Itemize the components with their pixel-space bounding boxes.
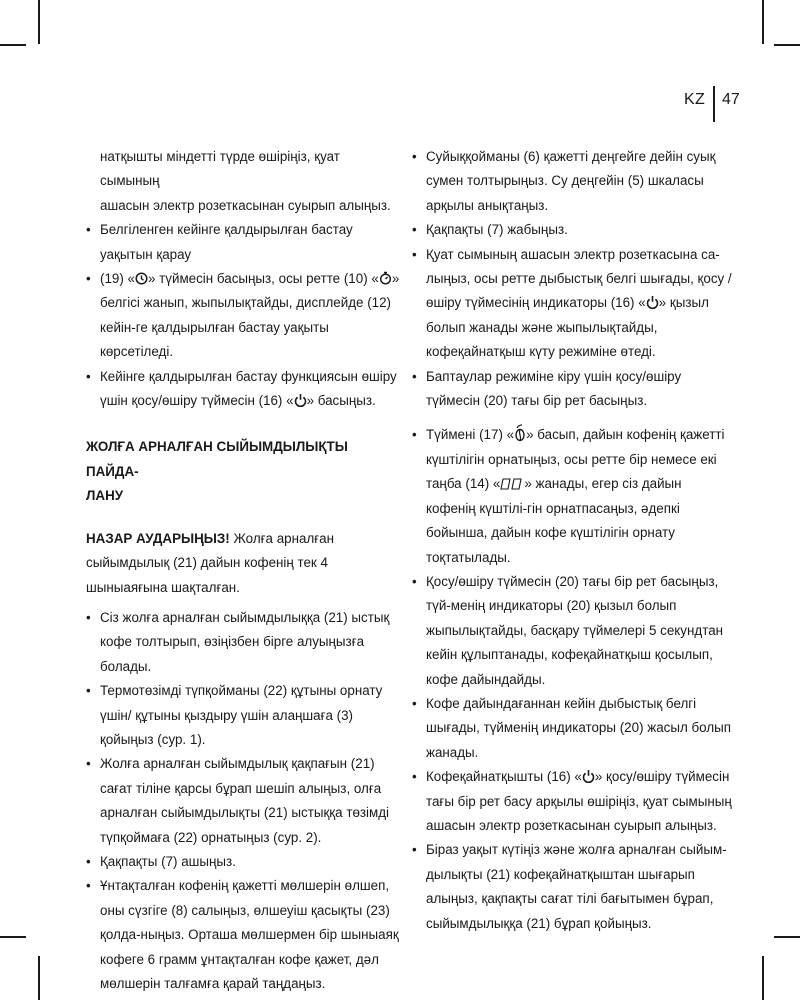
list-item: • Белгіленген кейінге қалдырылған бастау уақытын қарау (86, 218, 402, 267)
page-number: 47 (722, 91, 740, 108)
list-item: • Қақпақты (7) жабыңыз. (412, 218, 732, 242)
language-code: KZ (684, 91, 706, 108)
delayed-start-icon (135, 271, 148, 285)
list-item: • Қуат сымының ашасын электр розеткасына са-лыңыз, осы ретте дыбыстық белгі шығады, қосу / өшіру түймесінің индикаторы (16) « » қызыл болып жанады және жыпылықтайды, кофеқайнатқыш күту режиміне өтеді. (412, 243, 732, 365)
list-item: • Кейінге қалдырылған бастау функциясын өшіру үшін қосу/өшіру түймесін (16) « » басыңыз. (86, 365, 402, 414)
crop-mark (0, 936, 26, 938)
list-item: • Кофеқайнатқышты (16) « » қосу/өшіру түймесін тағы бір рет басу арқылы өшіріңіз, қуат сымының ашасын электр розеткасынан суырып алыңыз. (412, 765, 732, 838)
list-item: • (19) « » түймесін басыңыз, осы ретте (10) « » белгісі жанып, жыпылықтайды, дисплейде (12) кейін-ге қалдырылған бастау уақыты көрсетіледі. (86, 267, 402, 365)
list-item: • Суйыққойманы (6) қажетті деңгейге дейін суық сумен толтырыңыз. Су деңгейін (5) шкаласы арқылы анықтаңыз. (412, 145, 732, 218)
section-heading: ЖОЛҒА АРНАЛҒАН СЫЙЫМДЫЛЫҚТЫ ПАЙДА- ЛАНУ (86, 439, 348, 504)
strength-indicator-icon (500, 478, 524, 490)
list-item: • Қақпақты (7) ашыңыз. (86, 850, 402, 874)
crop-mark (762, 956, 764, 1000)
list-item: • Сіз жолға арналған сыйымдылыққа (21) ыстық кофе толтырып, өзіңізбен бірге алуыңызға болады. (86, 606, 402, 679)
list-item: • Түймені (17) « » басып, дайын кофенің қажетті күштілігін орнатыңыз, осы ретте бір немесе екі таңба (14) « » жанады, егер сіз дайын кофенің күштілі-гін орнатпасаңыз, әдепкі бойынша, дайын кофе күштілігін орнату тоқтатылады. (412, 423, 732, 569)
power-icon (646, 295, 659, 309)
list-item: • Жолға арналған сыйымдылық қақпағын (21) сағат тіліне қарсы бұрап шешіп алыңыз, олға арналған сыйымдылықты (21) ыстыққа төзімді түпқоймаға (22) орнатыңыз (сур. 2). (86, 752, 402, 850)
crop-mark (774, 44, 800, 46)
crop-mark (38, 0, 40, 44)
crop-mark (0, 44, 26, 46)
list-item: • Біраз уақыт күтіңіз және жолға арналған сыйым-дылықты (21) кофеқайнатқыштан шығарып алыңыз, қақпақты сағат тілі бағытымен бұрап, сыйымдылыққа (21) бұрап қойыңыз. (412, 838, 732, 936)
header-divider (713, 86, 715, 122)
continued-text: натқышты міндетті түрде өшіріңіз, қуат сымының ашасын электр розеткасынан суырып алыңыз. (100, 149, 391, 213)
right-column (412, 145, 732, 936)
power-icon (582, 769, 595, 783)
list-item: • Қосу/өшіру түймесін (20) тағы бір рет басыңыз, түй-менің индикаторы (20) қызыл болып жыпылықтайды, басқару түймелері 5 секундтан кейін құлыптанады, кофеқайнатқыш қосылып, кофе дайындайды. (412, 570, 732, 692)
delayed-start-symbol-icon (379, 271, 392, 285)
crop-mark (762, 0, 764, 44)
crop-mark (38, 956, 40, 1000)
list-item: • Ұнтақталған кофенің қажетті мөлшерін өлшеп, оны сүзгіге (8) салыңыз, өлшеуіш қасықты (23) қолда-ныңыз. Орташа мөлшермен бір шыныаяқ кофеге 6 грамм ұнтақталған кофе қажет, дәл мөлшерін талғамға қарай таңдаңыз. (86, 874, 402, 996)
crop-mark (774, 936, 800, 938)
list-item: • Термотөзімді түпқойманы (22) құтыны орнату үшін/ құтыны қыздыру үшін алаңшаға (3) қойыңыз (сур. 1). (86, 679, 402, 752)
coffee-bean-icon (514, 424, 526, 442)
list-item: • Кофе дайындағаннан кейін дыбыстық белгі шығады, түйменің индикаторы (20) жасыл болып жанады. (412, 692, 732, 765)
left-column (86, 145, 402, 996)
power-icon (294, 393, 307, 407)
warning-note: НАЗАР АУДАРЫҢЫЗ! Жолға арналған сыйымдылық (21) дайын кофенің тек 4 шыныаяғына шақталған. (86, 530, 334, 595)
list-item: • Баптаулар режиміне кіру үшін қосу/өшіру түймесін (20) тағы бір рет басыңыз. (412, 365, 732, 414)
